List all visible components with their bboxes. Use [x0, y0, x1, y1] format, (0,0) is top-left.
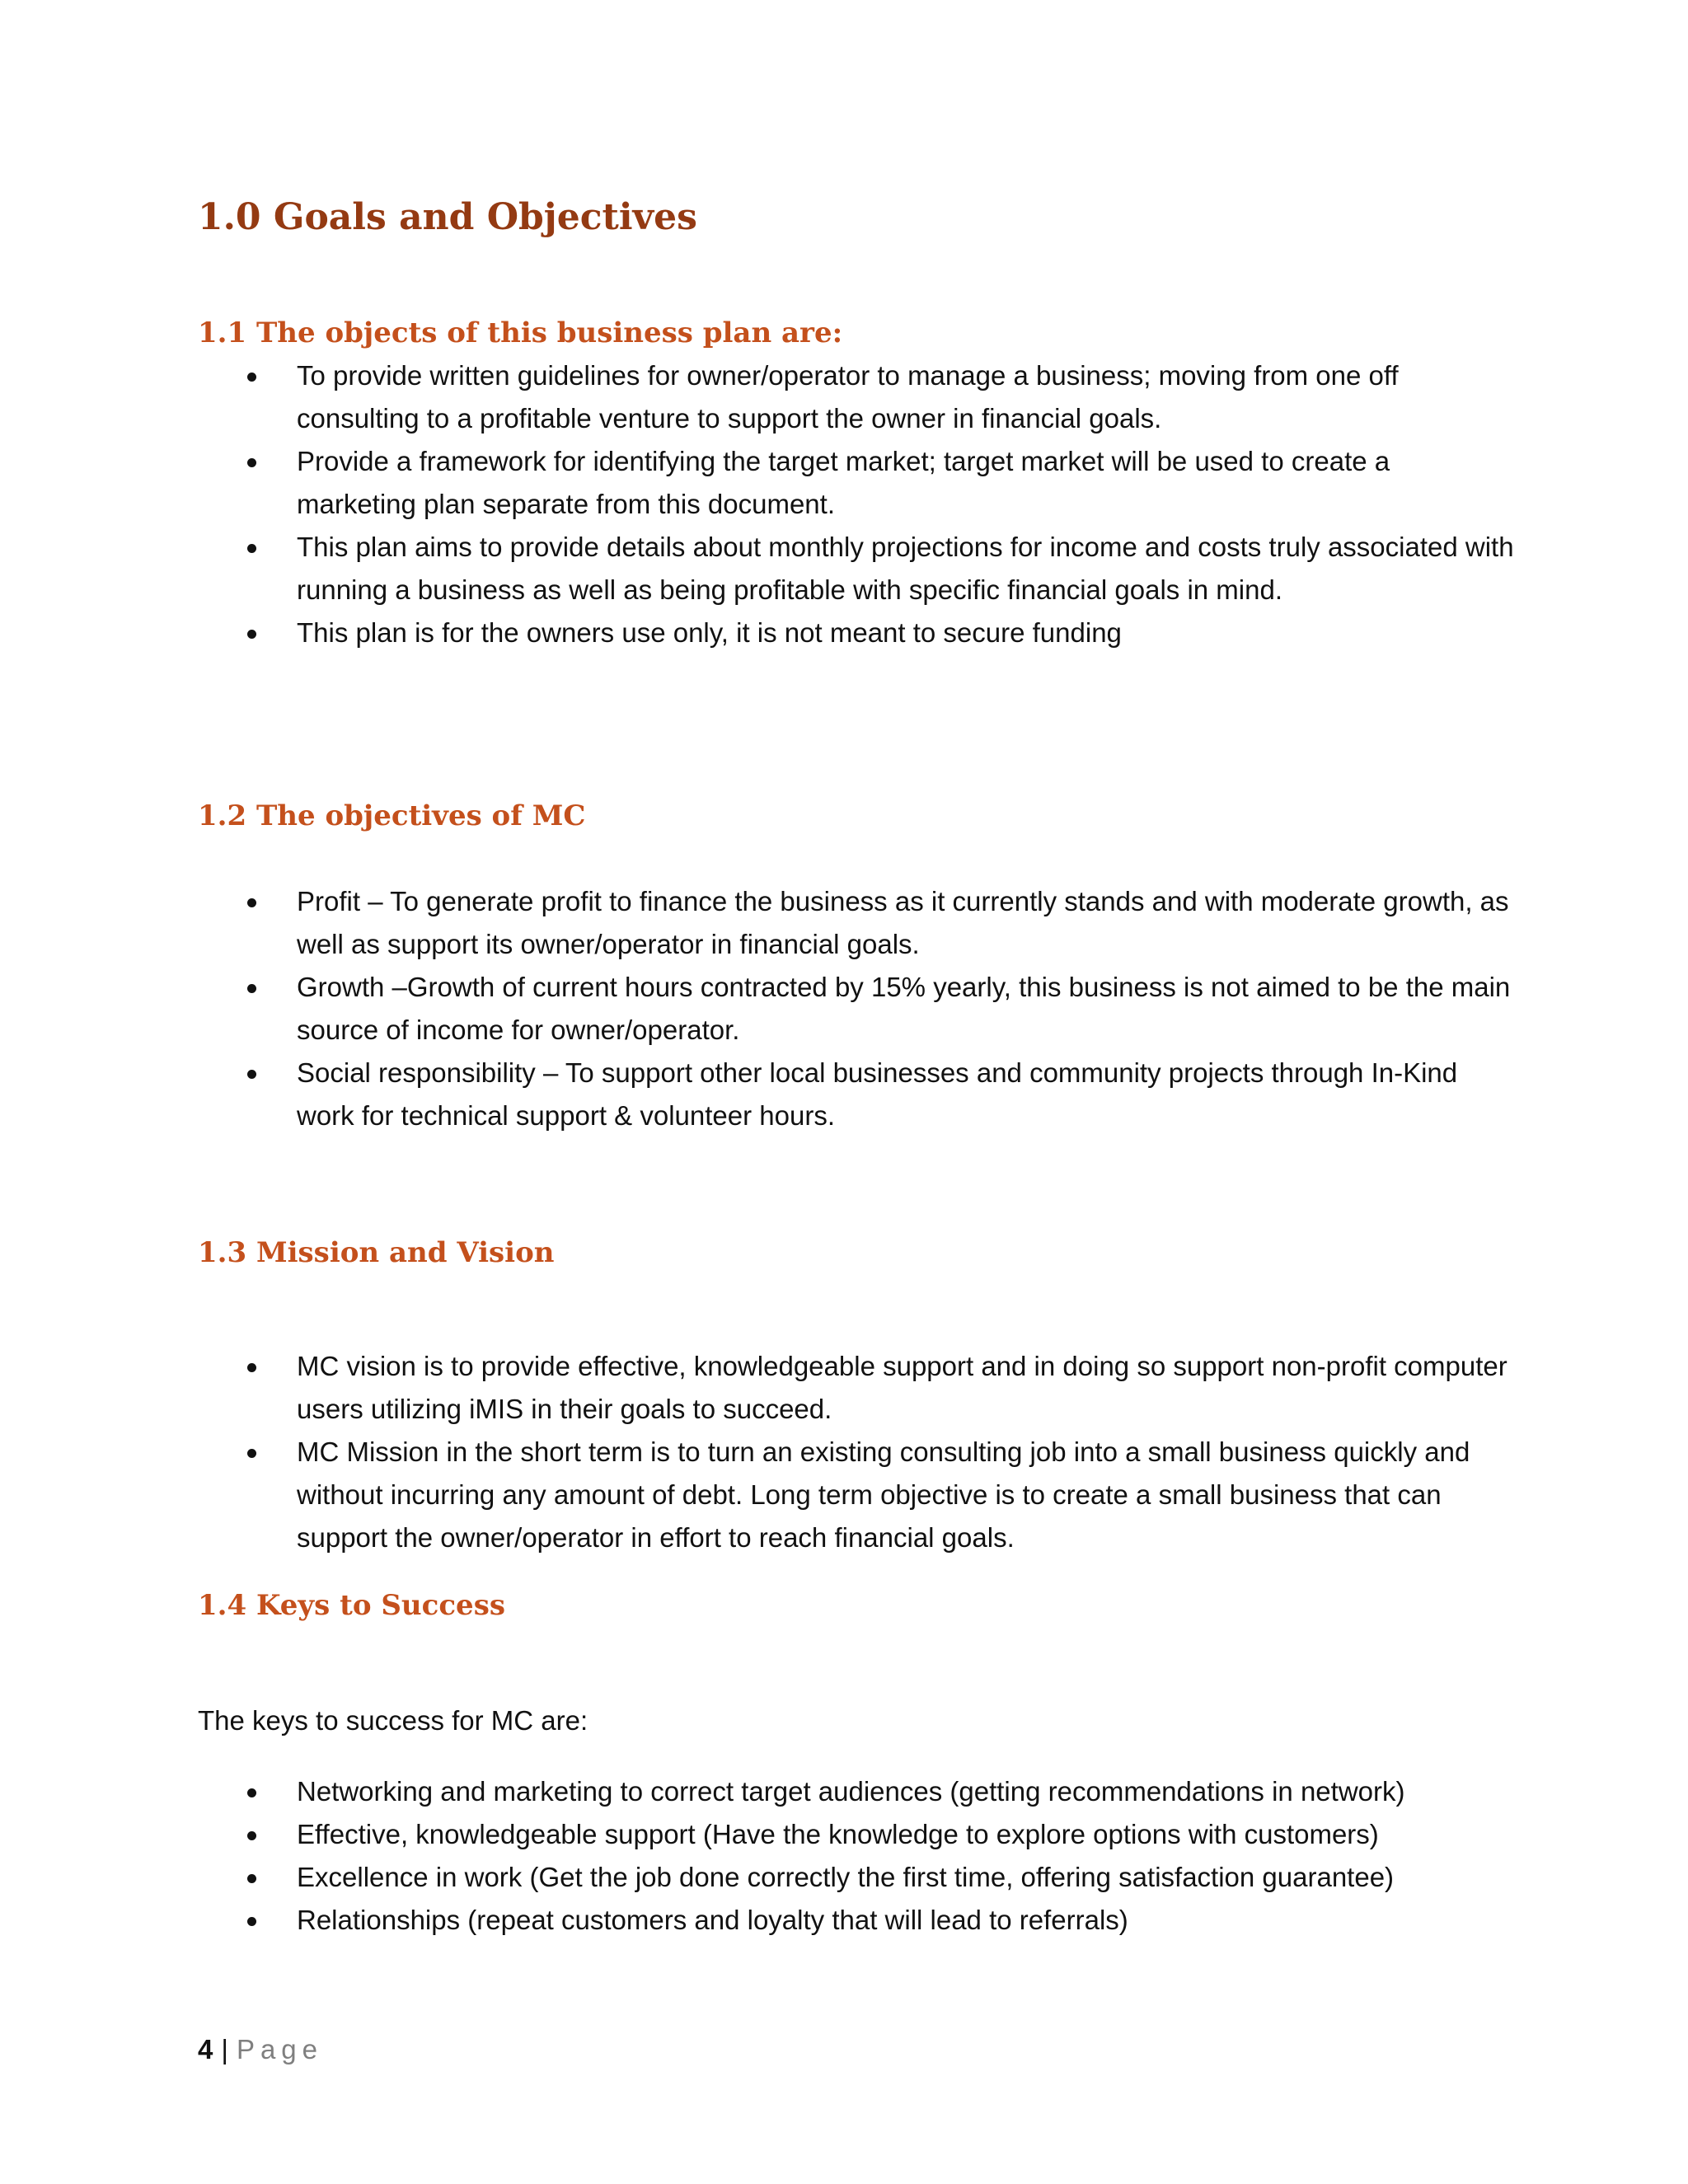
list-item: This plan is for the owners use only, it is not meant to secure funding	[198, 612, 1517, 654]
list-item: Relationships (repeat customers and loyalty that will lead to referrals)	[198, 1899, 1517, 1942]
list-item: Social responsibility – To support other local businesses and community projects through In-Kind work for technical support & volunteer hours.	[198, 1052, 1517, 1137]
bullet-icon	[247, 984, 256, 993]
list-item: To provide written guidelines for owner/operator to manage a business; moving from one off consulting to a profitable venture to support the owner in financial goals.	[198, 354, 1517, 440]
bullet-icon	[247, 458, 256, 467]
list-item: Provide a framework for identifying the target market; target market will be used to create a marketing plan separate from this document.	[198, 440, 1517, 526]
objectives-list	[198, 880, 1517, 1137]
objects-list	[198, 354, 1517, 654]
page-number: 4	[198, 2034, 213, 2064]
mission-vision-list	[198, 1345, 1517, 1559]
bullet-icon	[247, 1070, 256, 1079]
bullet-icon	[247, 1449, 256, 1458]
bullet-icon	[247, 1831, 256, 1840]
list-item: Effective, knowledgeable support (Have the knowledge to explore options with customers)	[198, 1813, 1517, 1856]
footer-separator: |	[221, 2034, 228, 2064]
bullet-icon	[247, 544, 256, 553]
keys-list	[198, 1770, 1517, 1942]
page-footer	[198, 2034, 323, 2065]
main-heading: 1.0 Goals and Objectives	[198, 196, 697, 238]
list-item: Growth –Growth of current hours contracted by 15% yearly, this business is not aimed to be the main source of income for owner/operator.	[198, 966, 1517, 1052]
section-heading-1-4: 1.4 Keys to Success	[198, 1589, 505, 1622]
list-item: This plan aims to provide details about monthly projections for income and costs truly associated with running a business as well as being profitable with specific financial goals in mind.	[198, 526, 1517, 612]
list-item: MC vision is to provide effective, knowledgeable support and in doing so support non-profit computer users utilizing iMIS in their goals to succeed.	[198, 1345, 1517, 1431]
list-item: Profit – To generate profit to finance the business as it currently stands and with moderate growth, as well as support its owner/operator in financial goals.	[198, 880, 1517, 966]
bullet-icon	[247, 1917, 256, 1926]
bullet-icon	[247, 373, 256, 382]
bullet-icon	[247, 1788, 256, 1797]
bullet-icon	[247, 1363, 256, 1372]
bullet-icon	[247, 898, 256, 907]
section-heading-1-2: 1.2 The objectives of MC	[198, 799, 586, 832]
section-heading-1-3: 1.3 Mission and Vision	[198, 1236, 555, 1269]
list-item: Excellence in work (Get the job done correctly the first time, offering satisfaction guarantee)	[198, 1856, 1517, 1899]
list-item: Networking and marketing to correct target audiences (getting recommendations in network)	[198, 1770, 1517, 1813]
page-label: Page	[236, 2034, 324, 2064]
bullet-icon	[247, 630, 256, 639]
list-item: MC Mission in the short term is to turn an existing consulting job into a small business quickly and without incurring any amount of debt. Long term objective is to create a small business that can support the owner/operator in effort to reach financial goals.	[198, 1431, 1517, 1559]
section-heading-1-1: 1.1 The objects of this business plan are:	[198, 316, 843, 349]
bullet-icon	[247, 1874, 256, 1883]
keys-intro: The keys to success for MC are:	[198, 1705, 588, 1736]
